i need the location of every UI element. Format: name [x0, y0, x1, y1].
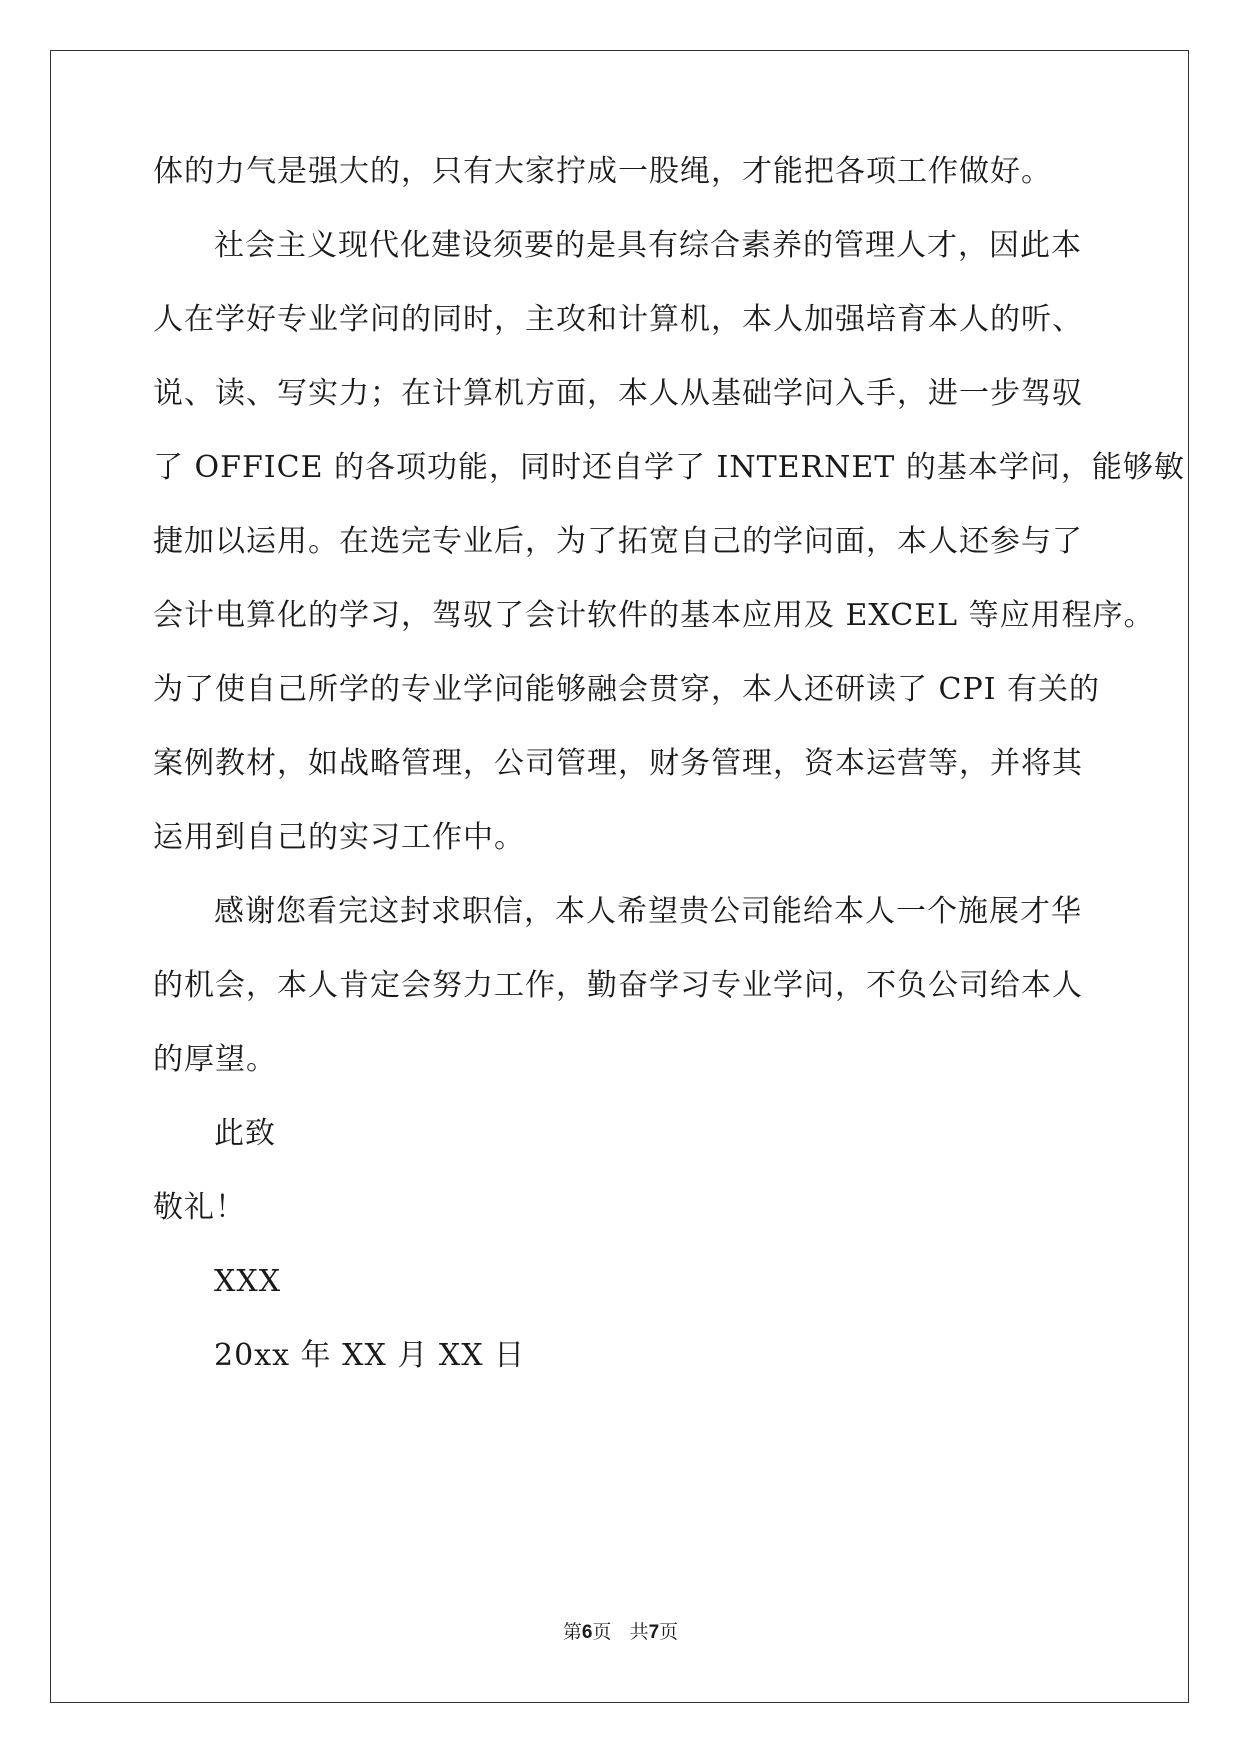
text-line: 为了使自己所学的专业学问能够融会贯穿，本人还研读了 CPI 有关的: [153, 672, 1101, 707]
text-line: 捷加以运用。在选完专业后，为了拓宽自己的学问面，本人还参与了: [153, 524, 1083, 559]
text-line: 人在学好专业学问的同时，主攻和计算机，本人加强培育本人的听、: [153, 302, 1083, 337]
letter-date: 20xx 年 XX 月 XX 日: [214, 1338, 526, 1373]
text-line: 感谢您看完这封求职信，本人希望贵公司能给本人一个施展才华: [214, 894, 1082, 929]
page-footer: [0, 1620, 1241, 1645]
text-line: 的厚望。: [153, 1042, 277, 1077]
regards: 敬礼！: [153, 1190, 246, 1225]
current-page-number: 6: [581, 1622, 593, 1643]
signature: XXX: [214, 1264, 282, 1299]
footer-page-suffix: 页: [592, 1621, 612, 1643]
text-line: 说、读、写实力；在计算机方面，本人从基础学问入手，进一步驾驭: [153, 376, 1083, 411]
text-line: 案例教材，如战略管理，公司管理，财务管理，资本运营等，并将其: [153, 746, 1083, 781]
footer-total-prefix: 共: [629, 1621, 649, 1643]
salutation: 此致: [214, 1116, 276, 1151]
footer-total-suffix: 页: [659, 1621, 679, 1643]
page-border: [50, 50, 1189, 1703]
footer-prefix: 第: [562, 1621, 582, 1643]
text-line: 会计电算化的学习，驾驭了会计软件的基本应用及 EXCEL 等应用程序。: [153, 598, 1155, 633]
text-line: 体的力气是强大的，只有大家拧成一股绳，才能把各项工作做好。: [153, 154, 1052, 189]
text-line: 的机会，本人肯定会努力工作，勤奋学习专业学问，不负公司给本人: [153, 968, 1083, 1003]
text-line: 了 OFFICE 的各项功能，同时还自学了 INTERNET 的基本学问，能够敏: [153, 450, 1185, 485]
text-line: 社会主义现代化建设须要的是具有综合素养的管理人才，因此本: [214, 228, 1082, 263]
total-page-number: 7: [648, 1622, 660, 1643]
text-line: 运用到自己的实习工作中。: [153, 820, 525, 855]
